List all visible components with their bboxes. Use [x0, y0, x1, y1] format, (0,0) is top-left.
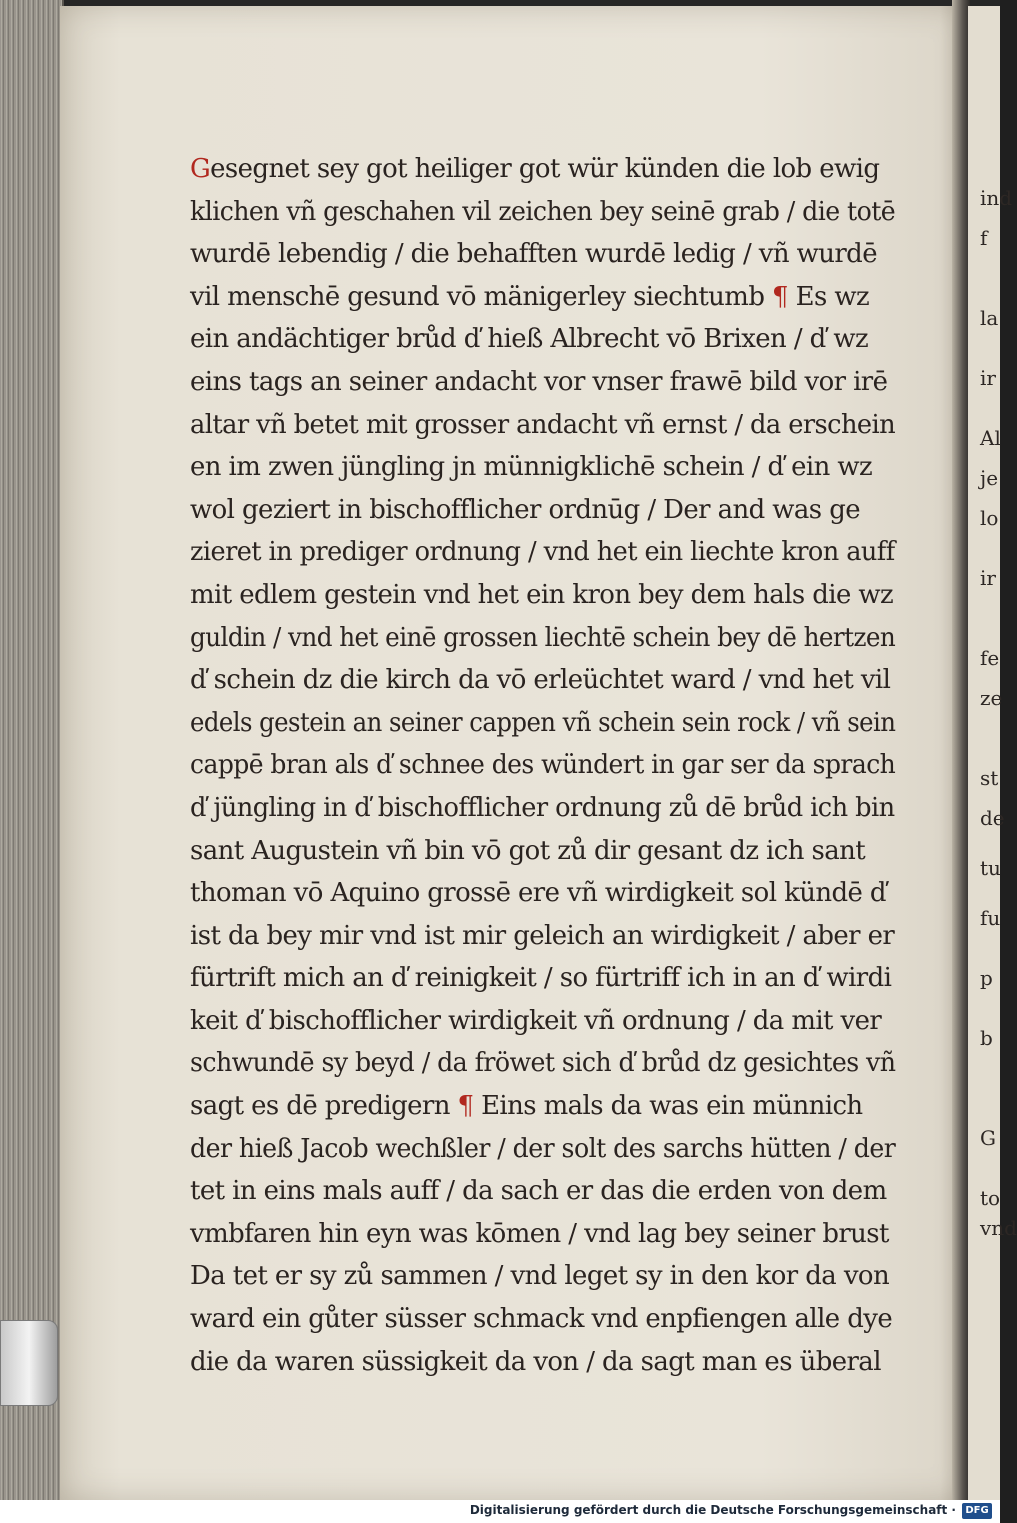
text-line: ď jüngling in ď bischofflicher ordnung zů dē brůd ich bin: [190, 791, 895, 823]
facing-page-fragment: ind: [980, 186, 1013, 210]
paragraph-mark: ¶: [457, 1090, 474, 1122]
text-line: Da tet er sy zů sammen / vnd leget sy in den kor da von: [190, 1260, 890, 1292]
facing-page-fragment: G: [980, 1126, 996, 1150]
facing-page-fragment: p: [980, 966, 993, 990]
text-line: en im zwen jüngling jn münnigklichē schein / ď ein wz: [190, 451, 873, 483]
facing-page-edge: [968, 6, 1017, 1500]
page-clip: [0, 1320, 58, 1406]
text-line: ward ein gůter süsser schmack vnd enpfiengen alle dye: [190, 1303, 893, 1335]
facing-page-fragment: st: [980, 766, 999, 790]
footer-bar: [0, 1500, 1000, 1523]
dfg-logo-text: DFG: [965, 1505, 989, 1516]
facing-page-fragment: ze: [980, 686, 1003, 710]
text-line: thoman vō Aquino grossē ere vñ wirdigkeit sol kündē ď: [190, 877, 886, 909]
facing-page-fragment: fe: [980, 646, 1000, 670]
text-line: tet in eins mals auff / da sach er das die erden von dem: [190, 1175, 887, 1207]
text-line: wurdē lebendig / die behafften wurdē ledig / vñ wurdē: [190, 238, 877, 270]
text-line: zieret in prediger ordnung / vnd het ein liechte kron auff: [190, 536, 895, 568]
text-line: ein andächtiger brůd ď hieß Albrecht vō Brixen / ď wz: [190, 323, 869, 355]
text-line: wol geziert in bischofflicher ordnūg / Der and was ge: [190, 493, 860, 525]
paragraph-mark: ¶: [772, 280, 788, 312]
text-line: klichen vñ geschahen vil zeichen bey seinē grab / die totē: [190, 195, 896, 227]
facing-page-fragment: to: [980, 1186, 1001, 1210]
facing-page-fragment: ir: [980, 366, 996, 390]
text-line: ist da bey mir vnd ist mir geleich an wirdigkeit / aber er: [190, 919, 895, 951]
text-line: eins tags an seiner andacht vor vnser frawē bild vor irē: [190, 365, 888, 397]
facing-page-fragment: ir: [980, 566, 996, 590]
text-line: schwundē sy beyd / da fröwet sich ď brůd dz gesichtes vñ: [190, 1047, 896, 1079]
facing-page-fragment: b: [980, 1026, 993, 1050]
text-line: fürtrift mich an ď reinigkeit / so fürtriff ich in an ď wirdi: [190, 962, 892, 994]
book-page-edges: [0, 0, 64, 1500]
facing-page-fragment: Al: [980, 426, 1001, 450]
text-line: vmbfaren hin eyn was kōmen / vnd lag bey seiner brust: [190, 1217, 889, 1249]
text-line: cappē bran als ď schnee des wündert in gar ser da sprach: [190, 749, 896, 781]
blackletter-text-block: [190, 148, 910, 1383]
text-line: altar vñ betet mit grosser andacht vñ ernst / da erschein: [190, 408, 896, 440]
text-line: keit ď bischofflicher wirdigkeit vñ ordnung / da mit ver: [190, 1004, 882, 1036]
facing-page-fragment: fu: [980, 906, 1001, 930]
facing-page-fragment: tu: [980, 856, 1001, 880]
text-line: sagt es dē predigern ¶ Eins mals da was ein münnich: [190, 1090, 863, 1122]
text-line: Gesegnet sey got heiliger got wür künden die lob ewig: [190, 153, 880, 184]
text-line: die da waren süssigkeit da von / da sagt man es überal: [190, 1345, 881, 1377]
text-line: mit edlem gestein vnd het ein kron bey dem hals die wz: [190, 578, 894, 610]
facing-page-fragment: f: [980, 226, 988, 250]
rubric-initial: G: [190, 153, 211, 184]
text-line: vil menschē gesund vō mänigerley siechtumb ¶ Es wz: [190, 280, 870, 312]
facing-page-fragment: la: [980, 306, 999, 330]
facing-page-fragment: je: [980, 466, 999, 490]
text-line: edels gestein an seiner cappen vñ schein sein rock / vñ sein: [190, 706, 896, 738]
dfg-logo-icon: [962, 1503, 992, 1519]
facing-page-fragment: de: [980, 806, 1005, 830]
funding-credit: Digitalisierung gefördert durch die Deutsche Forschungsgemeinschaft ·: [469, 1503, 956, 1517]
text-line: sant Augustein vñ bin vō got zů dir gesant dz ich sant: [190, 834, 866, 866]
facing-page-fragment: vnd: [980, 1216, 1017, 1240]
text-line: guldin / vnd het einē grossen liechtē schein bey dē hertzen: [190, 621, 896, 653]
facing-page-fragment: lo: [980, 506, 999, 530]
text-line: der hieß Jacob wechßler / der solt des sarchs hütten / der: [190, 1132, 896, 1164]
text-line: ď schein dz die kirch da vō erleüchtet ward / vnd het vil: [190, 664, 891, 696]
